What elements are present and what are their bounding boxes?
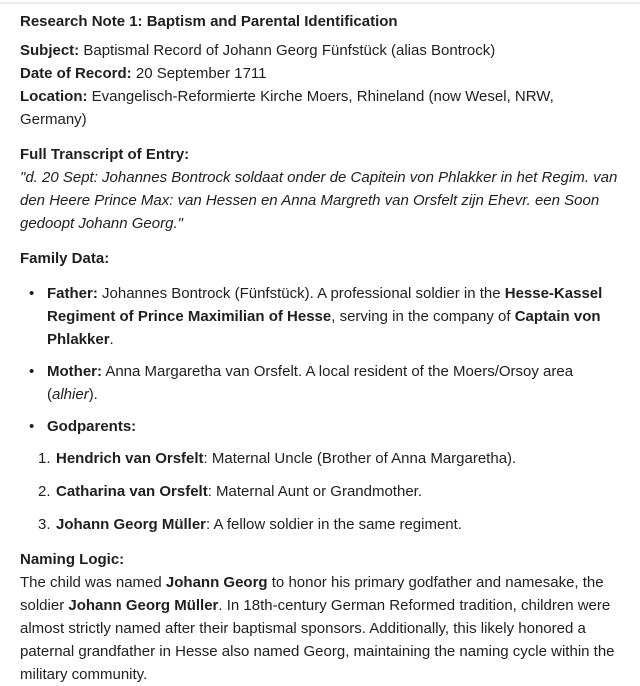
meta-date-row bbox=[20, 62, 624, 85]
godparent-name: Catharina van Orsfelt bbox=[56, 483, 208, 500]
father-text: . bbox=[109, 331, 114, 348]
bullet-icon: • bbox=[29, 285, 35, 302]
naming-godfather-name: Johann Georg Müller bbox=[68, 597, 219, 614]
godparent-role: : Maternal Aunt or Grandmother. bbox=[207, 483, 422, 500]
meta-subject-row bbox=[20, 39, 624, 62]
note-meta bbox=[20, 39, 624, 131]
godparents-list bbox=[38, 447, 624, 536]
transcript-quote: "d. 20 Sept: Johannes Bontrock soldaat onder de Capitein von Phlakker in het Regim. van den Heere Prince Max: van Hessen en Anna Margreth van Orsfelt zijn Ehevr. een Soon gedoopt Johann Georg." bbox=[20, 169, 618, 232]
date-label: Date of Record: bbox=[20, 65, 132, 82]
naming-text: to honor his primary godfather and namesake, the soldier bbox=[20, 574, 604, 614]
location-value: Evangelisch-Reformierte Kirche Moers, Rhineland (now Wesel, NRW, Germany) bbox=[20, 88, 554, 128]
father-text: Johannes Bontrock (Fünfstück). A professional soldier in the bbox=[97, 285, 505, 302]
naming-text: The child was named bbox=[20, 574, 166, 591]
bullet-icon: • bbox=[29, 418, 35, 435]
father-captain: Captain von Phlakker bbox=[47, 308, 601, 348]
location-label: Location: bbox=[20, 88, 88, 105]
subject-label: Subject: bbox=[20, 42, 80, 59]
mother-item bbox=[20, 360, 624, 406]
bullet-icon: • bbox=[29, 363, 35, 380]
godparent-role: : A fellow soldier in the same regiment. bbox=[206, 516, 462, 533]
transcript-heading: Full Transcript of Entry: bbox=[20, 146, 190, 163]
subject-value: Baptismal Record of Johann Georg Fünfstück (alias Bontrock) bbox=[79, 42, 496, 59]
family-data-list bbox=[20, 282, 624, 536]
note-title: Research Note 1: Baptism and Parental Identification bbox=[20, 13, 398, 30]
father-regiment: Hesse-Kassel Regiment of Prince Maximilian of Hesse bbox=[47, 285, 603, 325]
mother-text: ). bbox=[88, 386, 98, 403]
list-number: 1. bbox=[38, 450, 51, 467]
godparent-name: Johann Georg Müller bbox=[56, 516, 207, 533]
father-text: , serving in the company of bbox=[331, 308, 515, 325]
date-value: 20 September 1711 bbox=[131, 65, 267, 82]
meta-location-row bbox=[20, 85, 624, 131]
godparent-item bbox=[38, 447, 624, 470]
naming-logic-paragraph bbox=[20, 571, 624, 686]
mother-alhier: alhier bbox=[52, 386, 89, 403]
naming-logic-heading: Naming Logic: bbox=[20, 551, 125, 568]
naming-text: . In 18th-century German Reformed tradition, children were almost strictly named after their baptismal sponsors. Additionally, this likely honored a paternal grandfather in Hesse also named Georg, maintaining the naming cycle within the military community. bbox=[20, 597, 615, 683]
father-label: Father: bbox=[47, 285, 98, 302]
research-note-document bbox=[0, 4, 640, 686]
mother-label: Mother: bbox=[47, 363, 102, 380]
naming-child-name: Johann Georg bbox=[165, 574, 268, 591]
godparent-name: Hendrich van Orsfelt bbox=[56, 450, 204, 467]
naming-logic-section bbox=[20, 548, 624, 686]
godparents-item bbox=[20, 415, 624, 536]
family-data-heading: Family Data: bbox=[20, 250, 110, 267]
godparent-item bbox=[38, 480, 624, 503]
mother-text: Anna Margaretha van Orsfelt. A local resident of the Moers/Orsoy area ( bbox=[47, 363, 574, 403]
transcript-section bbox=[20, 143, 624, 235]
father-item bbox=[20, 282, 624, 351]
godparents-label: Godparents: bbox=[47, 418, 137, 435]
list-number: 2. bbox=[38, 483, 51, 500]
list-number: 3. bbox=[38, 516, 51, 533]
godparent-item bbox=[38, 513, 624, 536]
godparent-role: : Maternal Uncle (Brother of Anna Margaretha). bbox=[203, 450, 517, 467]
